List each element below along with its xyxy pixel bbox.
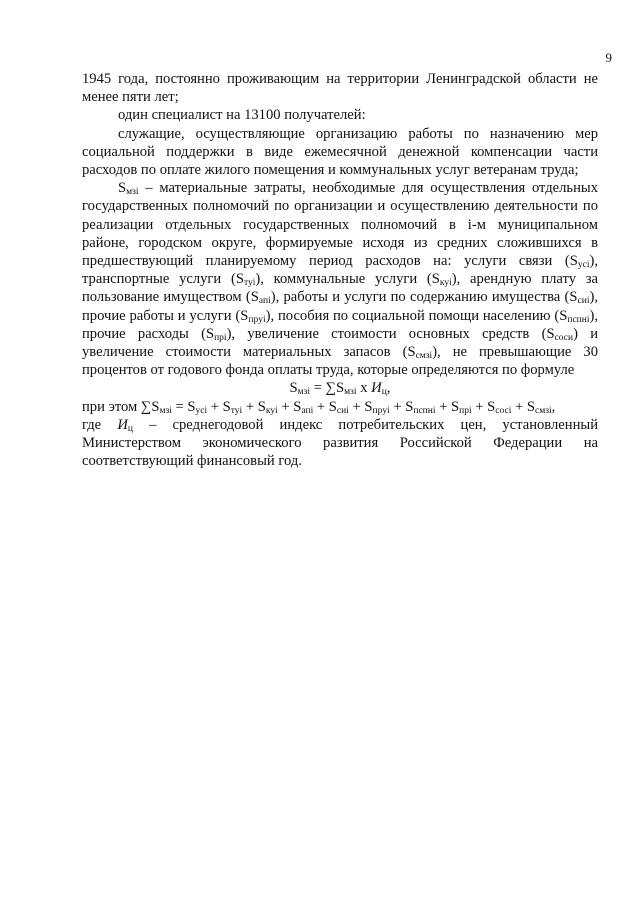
page-number: 9 [605, 50, 612, 65]
formula-sum-components: при этом $\sum S_{мзi} = S_{усi} + S_{туi} + S_{куi} + S_{апi} + S_{сиi} + S_{прyi} + S_{пспнi} + S_{прi} + S_{сосi} + S_{смзi}$, [82, 398, 556, 416]
paragraph-specialist-ratio: один специалист на 13100 получателей: [118, 107, 366, 124]
paragraph-material-costs: $S_{мзi}$ – материальные затраты, необходимые для осуществления отдельных государственных полномочий по организации и осуществлению деятельности по реализации отдельных государственных полномочий в i-м муниципальном районе, городском округе, формируемые исходя из средних сложившихся в предшествующий планируемому период расходов на: услуги связи $(S_{усi})$, транспортные услуги $(S_{туi})$, коммунальные услуги $(S_{куi})$, арендную плату за пользование имуществом $(S_{апi})$, работы и услуги по содержанию имущества $(S_{сиi})$, прочие работы и услуги $(S_{прyi})$, пособия по социальной помощи населению $(S_{пспнi})$, прочие расходы $(S_{прi})$, увеличение стоимости основных средств $(S_{соси})$ и увеличение стоимости материальных запасов $(S_{смзi})$, не превышающие 30 процентов от годового фонда оплаты труда, которые определяются по формуле [82, 180, 599, 379]
formula-mzi: $S_{мзi} = \sum S_{мзi}$ х $И_ц$, [289, 380, 391, 398]
paragraph-continuation: 1945 года, постоянно проживающим на территории Ленинградской области не менее пяти лет; [82, 71, 598, 106]
paragraph-price-index: где $И_ц$ – среднегодовой индекс потребительских цен, установленный Министерством экономического развития Российской Федерации на соответствующий финансовый год. [82, 416, 599, 470]
symbol-s-mzi: S [118, 180, 127, 197]
document-body [82, 70, 598, 470]
paragraph-employees: служащие, осуществляющие организацию работы по назначению мер социальной поддержки в виде ежемесячной денежной компенсации части расходов по оплате жилого помещения и коммунальных услуг ветеранам труда; [82, 125, 598, 179]
